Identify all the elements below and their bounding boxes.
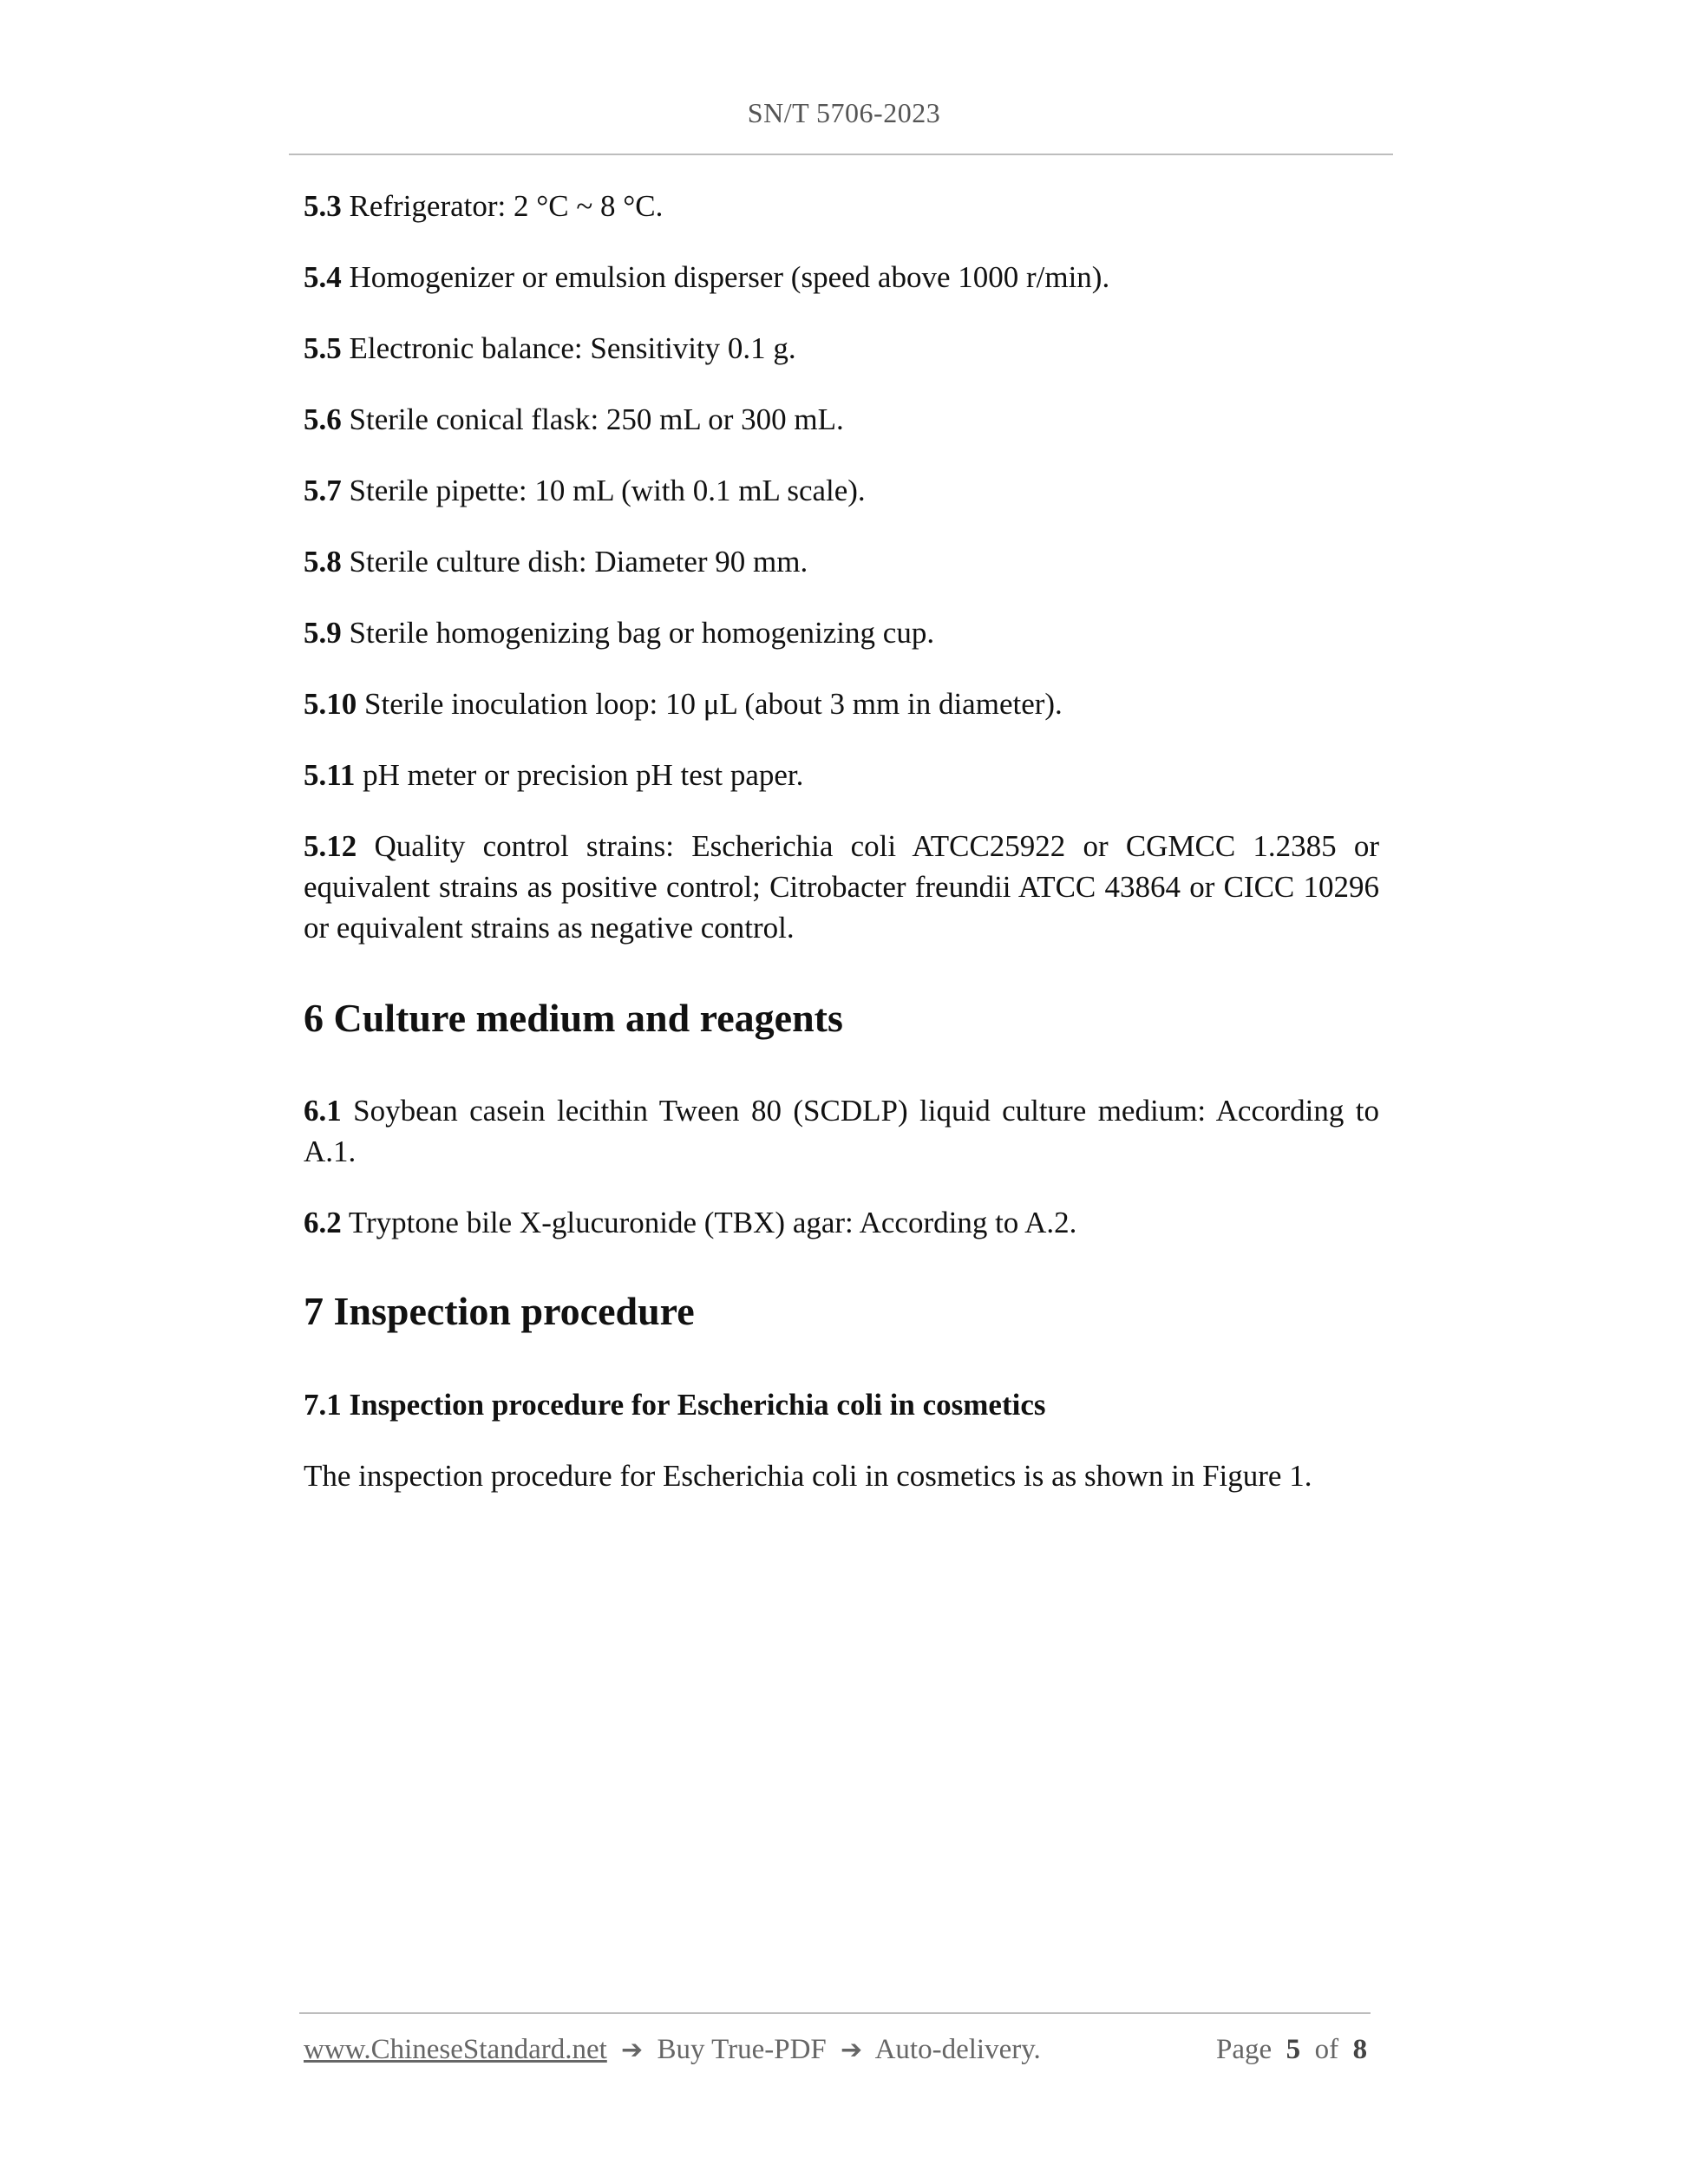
footer-promo [304, 2034, 1041, 2066]
clause-5-7 [304, 470, 1379, 511]
section-7-1-paragraph: The inspection procedure for Escherichia coli in cosmetics is as shown in Figure 1. [304, 1459, 1312, 1493]
right-arrow-icon: ➔ [621, 2035, 644, 2065]
clause-number: 5.8 [304, 545, 342, 579]
clause-number: 5.11 [304, 758, 356, 792]
clause-5-11 [304, 755, 1379, 795]
section-7-heading: 7 Inspection procedure [304, 1289, 695, 1333]
clause-5-3 [304, 186, 1379, 226]
clause-text: Quality control strains: Escherichia coli ATCC25922 or CGMCC 1.2385 or equivalent strains as positive control; Citrobacter freundii ATCC 43864 or CICC 10296 or equivalent strains as negative control. [304, 829, 1380, 945]
clause-number: 5.5 [304, 331, 342, 365]
clause-number: 5.7 [304, 474, 342, 507]
clause-text: Sterile conical flask: 250 mL or 300 mL. [349, 402, 844, 436]
clause-text: Soybean casein lecithin Tween 80 (SCDLP) liquid culture medium: According to A.1. [304, 1094, 1379, 1168]
buy-true-pdf-text: Buy True-PDF [657, 2034, 827, 2065]
clause-number: 5.4 [304, 260, 342, 294]
header-divider [289, 154, 1393, 155]
right-arrow-icon: ➔ [841, 2035, 863, 2065]
clause-text: Tryptone bile X-glucuronide (TBX) agar: According to A.2. [348, 1206, 1077, 1239]
footer-divider [299, 2012, 1371, 2014]
clause-text: Refrigerator: 2 °C ~ 8 °C. [349, 189, 664, 223]
clause-number: 5.6 [304, 402, 342, 436]
clause-number: 5.9 [304, 616, 342, 650]
subsection-7-1-heading: 7.1 Inspection procedure for Escherichia coli in cosmetics [304, 1388, 1046, 1422]
website-link[interactable]: www.ChineseStandard.net [304, 2034, 607, 2065]
clause-number: 6.2 [304, 1206, 342, 1239]
clause-number: 5.10 [304, 687, 357, 721]
clause-6-1 [304, 1090, 1379, 1172]
of-label: of [1314, 2034, 1339, 2065]
clause-text: Sterile pipette: 10 mL (with 0.1 mL scale). [349, 474, 866, 507]
clause-5-10 [304, 683, 1379, 724]
clause-text: Electronic balance: Sensitivity 0.1 g. [349, 331, 796, 365]
clause-5-5 [304, 328, 1379, 369]
auto-delivery-text: Auto-delivery. [874, 2034, 1041, 2065]
clause-text: Sterile inoculation loop: 10 μL (about 3 mm in diameter). [364, 687, 1063, 721]
clause-text: Sterile culture dish: Diameter 90 mm. [349, 545, 808, 579]
clause-5-4 [304, 257, 1379, 298]
page-label: Page [1216, 2034, 1273, 2065]
clause-text: Homogenizer or emulsion disperser (speed above 1000 r/min). [349, 260, 1110, 294]
clause-text: Sterile homogenizing bag or homogenizing cup. [349, 616, 935, 650]
clause-number: 5.3 [304, 189, 342, 223]
clause-6-2 [304, 1202, 1379, 1243]
total-page-number: 8 [1352, 2034, 1368, 2065]
current-page-number: 5 [1286, 2034, 1301, 2065]
document-code-header: SN/T 5706-2023 [747, 97, 941, 128]
clause-number: 5.12 [304, 829, 357, 863]
clause-5-8 [304, 541, 1379, 582]
clause-5-6 [304, 399, 1379, 440]
section-6-heading: 6 Culture medium and reagents [304, 996, 843, 1040]
clause-text: pH meter or precision pH test paper. [363, 758, 804, 792]
clause-5-12 [304, 826, 1379, 948]
page-indicator [1216, 2034, 1367, 2066]
clause-5-9 [304, 612, 1379, 653]
clause-number: 6.1 [304, 1094, 342, 1128]
